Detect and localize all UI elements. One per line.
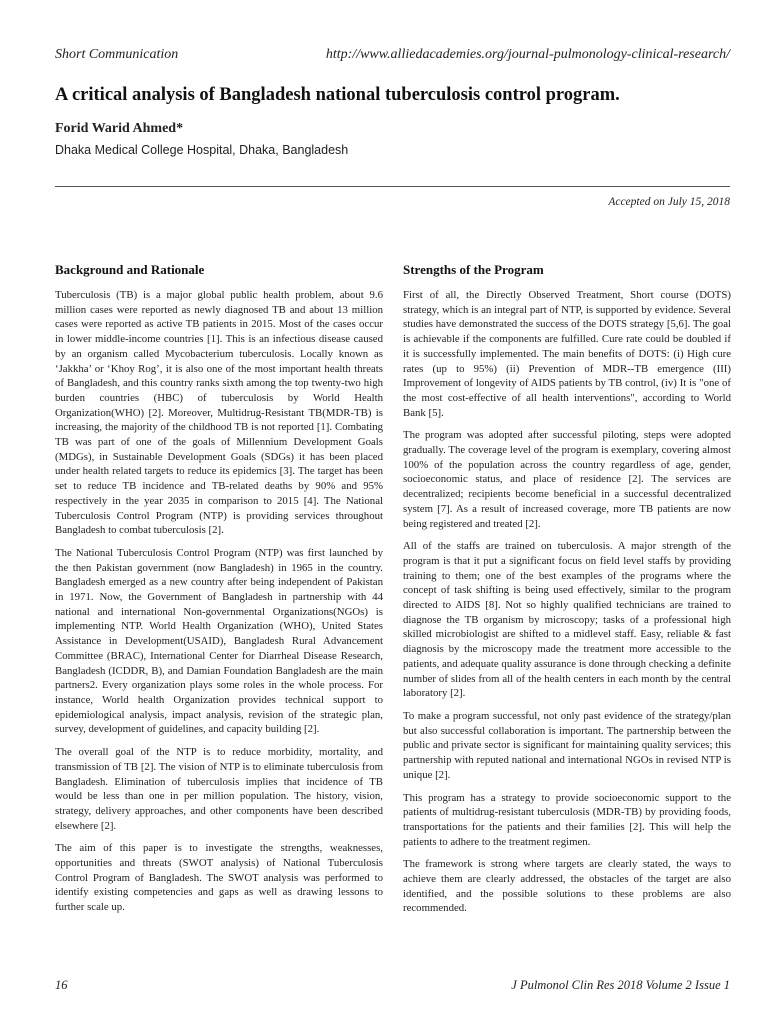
journal-url[interactable]: http://www.alliedacademies.org/journal-pulmonology-clinical-research/ [325,47,730,62]
author-name: Forid Warid Ahmed* [55,121,184,136]
body-paragraph: Tuberculosis (TB) is a major global public health problem, about 9.6 million cases were reported as newly diagnosed TB and about 13 million cases were reported as active TB patients in 2015. Most of the cases occur in lower middle-income countries [1]. This is an infectious disease caused by an organism called Mycobacterium tuberculosis. Locally known as ‘Jakkha’ or ‘Khoy Rog’, it is also one of the most important health threats of Bangladesh, and this country ranks sixth among the top twenty-two high burden countries (HBC) of tuberculosis by World Health Organization(WHO) [2]. Moreover, Multidrug-Resistant TB(MDR-TB) is increasing, the majority of the childhood TB is not reported [1]. Combating TB was part of one of the goals of Millennium Development Goals (MDGs), in Sustainable Development Goals (SDGs) it has been placed under health related targets to reduce its epidemics [3]. The target has been set to reduce TB incidence and TB-related deaths by 90% and 95% respectively in the year 2035 in comparison to 2015 [4]. The National Tuberculosis Control Program (NTP) is providing services throughout Bangladesh to combat tuberculosis [2]. [55,289,383,537]
left-column [55,262,383,923]
journal-page [55,0,730,1024]
body-paragraph: The program was adopted after successful piloting, steps were adopted gradually. The coverage level of the program is exemplary, covering almost 100% of the population across the country regardless of age, gender, socioeconomic status, and place of residence [2]. The services are decentralized; recipients become beneficial in a successful decentralized system [7]. As a result of increased coverage, more TB patients are now being registered and treated [2]. [403,429,731,530]
body-paragraph: First of all, the Directly Observed Treatment, Short course (DOTS) strategy, which is an integral part of NTP, is supported by evidence. Several studies have demonstrated the success of the DOTS strategy [5,6]. The goal is achievable if the components are fulfilled. Cure rate could be doubled if it is successfully implemented. The main benefits of DOTS: (i) High cure rates (up to 95%) (ii) Prevention of MDR--TB emergence (III) Improvement of longevity of AIDS patients by TB control, (iv) It is "one of the most cost-effective of all health interventions", according to World Bank [5]. [403,289,731,419]
article-title: A critical analysis of Bangladesh national tuberculosis control program. [55,85,620,105]
section-heading-background: Background and Rationale [55,262,205,277]
body-paragraph: The framework is strong where targets are clearly stated, the ways to achieve them are clearly addressed, the obstacles of the target are also identified, and the possible solutions to these problems are also recommended. [403,858,731,915]
header-divider [55,186,730,187]
article-type: Short Communication [55,47,179,62]
accepted-date: Accepted on July 15, 2018 [608,196,730,208]
author-affiliation: Dhaka Medical College Hospital, Dhaka, Bangladesh [55,143,349,157]
body-paragraph: To make a program successful, not only past evidence of the strategy/plan but also successful collaboration is important. The partnership between the public and private sector is significant for maintaining quality services; this partnership with reputed national and international NGOs in revised NTP is unique [2]. [403,709,731,781]
body-paragraph: The aim of this paper is to investigate the strengths, weaknesses, opportunities and threats (SWOT analysis) of National Tuberculosis Control Program of Bangladesh. The SWOT analysis was performed to identify existing competencies and gaps as well as drawing lessons to further scale up. [55,842,383,914]
body-paragraph: The overall goal of the NTP is to reduce morbidity, mortality, and transmission of TB [2]. The vision of NTP is to eliminate tuberculosis from Bangladesh. Elimination of tuberculosis implies that incidence of TB would be less than one in per million population. The history, vision, strategy, delivery approaches, and other components have been described elsewhere [2]. [55,746,383,832]
body-paragraph: All of the staffs are trained on tuberculosis. A major strength of the program is that it put a significant focus on field level staffs by providing training to them; one of the best examples of the programs where the concept of task shifting is being used effectively, similar to the program directed to AIDS [8]. Not so highly qualified technicians are trained to diagnose the TB organism by microscopy; tasks of a professional high skilled microbiologist are shifted to a midlevel staff. Easy, reliable & fast diagnosis by the microscopy made the treatment more accessible to the patients, and adequate quality assurance is done through checking a definite number of slides from all of the health centers in each month by the central laboratory [2]. [403,540,731,700]
section-heading-strengths: Strengths of the Program [403,262,544,277]
page-number: 16 [55,978,68,992]
body-paragraph: The National Tuberculosis Control Program (NTP) was first launched by the then Pakistan government (now Bangladesh) in 1965 in the country. Bangladesh emerged as a new country after being independent of Pakistan in 1971. Now, the Government of Bangladesh in partnership with 44 national and international Non-governmental Organizations(NGOs) is implementing NTP. World Health Organization (WHO), United States Assistance in Development(USAID), Bangladesh Rural Advancement Committee (BRAC), International Center for Diarrheal Disease Research, Bangladesh (ICDDR, B), and Damian Foundation Bangladesh are the main partners2. Every organization plays some roles in the whole process. For instance, World health Organization provides technical support to epidemiological analysis, impact analysis, revision of the strategic plan, survey, development of guidelines, and capacity building [2]. [55,546,383,736]
body-paragraph: This program has a strategy to provide socioeconomic support to the patients of multidrug-resistant tuberculosis (MDR-TB) by providing foods, transportations for the patients and their families [2]. This will help the patients to adhere to the treatment regimen. [403,791,731,848]
journal-citation: J Pulmonol Clin Res 2018 Volume 2 Issue 1 [511,978,730,992]
right-column [403,262,731,924]
